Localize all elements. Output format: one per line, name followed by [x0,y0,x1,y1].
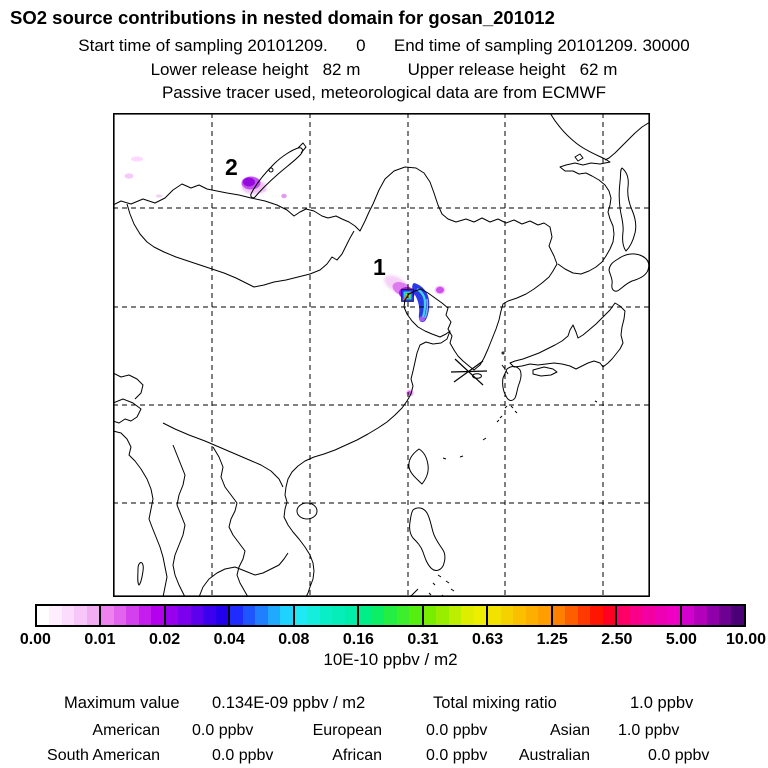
colorbar-cell [280,606,292,625]
colorbar-cell [667,606,679,625]
release-height-line: Lower release height 82 m Upper release height 62 m [150,60,618,79]
islands-philippines [409,575,454,597]
colorbar-cell [372,606,384,625]
colorbar-cell [694,606,706,625]
colorbar-block [422,606,486,625]
colorbar-cell [630,606,642,625]
colorbar-cell [307,606,319,625]
border-mongolia [127,204,354,287]
colorbar-tick-label: 1.25 [536,631,568,648]
colorbar-cell [526,606,538,625]
plume-label-2: 2 [225,154,238,180]
region-name: Australian [518,747,590,764]
island-sakhalin [619,168,636,251]
region-name: African [332,747,382,764]
colorbar-cell [603,606,615,625]
colorbar-cell [578,606,590,625]
colorbar-tick-label: 0.63 [472,631,504,648]
colorbar-cell [166,606,178,625]
colorbar-cell [655,606,667,625]
colorbar-cell [268,606,280,625]
sampling-time-line: Start time of sampling 20101209. 0 End time of sampling 20101209. 30000 [78,36,690,55]
coast-mainland [113,167,557,597]
map-svg [113,113,650,597]
colorbar-tick-label: 0.31 [407,631,439,648]
colorbar-block [228,606,292,625]
colorbar-cell [191,606,203,625]
island-honshu [510,303,625,369]
colorbar-cell [461,606,473,625]
border-india-ne [113,399,141,423]
colorbar-cell [474,606,486,625]
islands-ryukyu [443,401,597,459]
colorbar-cell [37,606,49,625]
colorbar-cell [501,606,513,625]
colorbar-block [293,606,357,625]
colorbar-block [37,606,99,625]
region-value: 0.0 ppbv [192,722,254,739]
island-hokkaido [609,254,649,291]
region-value: 0.0 ppbv [648,747,710,764]
faint-tracer-specks [125,156,163,197]
region-name: Asian [549,722,590,739]
baikal-islet [269,168,273,172]
colorbar-tick-label: 0.01 [84,631,116,648]
colorbar-block [615,606,679,625]
colorbar-tick-label: 5.00 [665,631,697,648]
colorbar-unit-label: 10E-10 ppbv / m2 [323,650,458,669]
colorbar-cell [295,606,307,625]
colorbar-tick-label: 0.00 [19,631,51,648]
colorbar-tick-label: 0.04 [213,631,245,648]
colorbar-cell [243,606,255,625]
island-shantar [575,154,583,161]
colorbar-cell [101,606,113,625]
colorbar-cell [49,606,61,625]
colorbar-cell [488,606,500,625]
border-indochina-north [163,423,283,487]
colorbar-cell [151,606,163,625]
colorbar-cell [436,606,448,625]
colorbar-cell [553,606,565,625]
colorbar-cell [424,606,436,625]
colorbar-cell [617,606,629,625]
plume-1 [381,272,445,322]
colorbar-block [357,606,421,625]
island-hainan [297,503,317,519]
colorbar-block [551,606,615,625]
border-myanmar-thailand [173,445,185,597]
colorbar-cell [707,606,719,625]
colorbar-cell [74,606,86,625]
colorbar-block [164,606,228,625]
colorbar-cell [397,606,409,625]
plume-label-1: 1 [373,254,386,280]
colorbar-block [99,606,163,625]
island-luzon [410,508,445,571]
max-value-label: Maximum value [64,694,180,712]
colorbar-tick-label: 2.50 [601,631,633,648]
colorbar-cell [731,606,743,625]
colorbar-tick-label: 0.08 [278,631,310,648]
border-india-inner [113,373,143,399]
region-value: 1.0 ppbv [618,722,680,739]
colorbar [35,604,746,627]
region-value: 0.0 ppbv [426,722,488,739]
colorbar-cell [178,606,190,625]
colorbar-cell [87,606,99,625]
island-shikoku [533,367,557,376]
map-panel [113,113,650,597]
colorbar-cell [62,606,74,625]
island-andaman [138,562,144,585]
region-name: South American [47,747,160,764]
colorbar-cell [359,606,371,625]
colorbar-tick-label: 0.02 [149,631,181,648]
colorbar-cell [345,606,357,625]
stats-summary-row [0,694,768,714]
colorbar-cell [513,606,525,625]
colorbar-tick-label: 10.00 [725,631,767,648]
coastlines [113,113,650,597]
colorbar-block [486,606,550,625]
tracer-info-line: Passive tracer used, meteorological data are from ECMWF [161,83,607,102]
colorbar-block [680,606,744,625]
colorbar-cell [216,606,228,625]
colorbar-cell [590,606,602,625]
colorbar-cell [255,606,267,625]
colorbar-cell [126,606,138,625]
region-name: European [312,722,382,739]
colorbar-cell [409,606,421,625]
plot-title: SO2 source contributions in nested domain for gosan_201012 [10,7,555,28]
colorbar-cell [642,606,654,625]
colorbar-cell [139,606,151,625]
colorbar-cell [203,606,215,625]
colorbar-cell [565,606,577,625]
colorbar-cell [538,606,550,625]
max-value: 0.134E-09 ppbv / m2 [212,694,366,712]
colorbar-cell [682,606,694,625]
region-name: American [92,722,160,739]
region-value: 0.0 ppbv [426,747,488,764]
colorbar-cell [332,606,344,625]
total-mixing-ratio-value: 1.0 ppbv [630,694,694,712]
island-ulleung [502,352,504,354]
region-value: 0.0 ppbv [212,747,274,764]
colorbar-cell [230,606,242,625]
island-taiwan [409,449,428,484]
colorbar-cell [719,606,731,625]
border-thailand-vietnam [213,447,248,597]
colorbar-tick-label: 0.16 [342,631,374,648]
total-mixing-ratio-label: Total mixing ratio [433,694,557,712]
colorbar-cell [320,606,332,625]
coast-bengal [113,431,167,597]
colorbar-cell [449,606,461,625]
colorbar-cell [384,606,396,625]
coast-corner-ne [605,122,650,160]
colorbar-ticks [0,631,768,651]
colorbar-cell [114,606,126,625]
coast-okhotsk [550,113,614,274]
